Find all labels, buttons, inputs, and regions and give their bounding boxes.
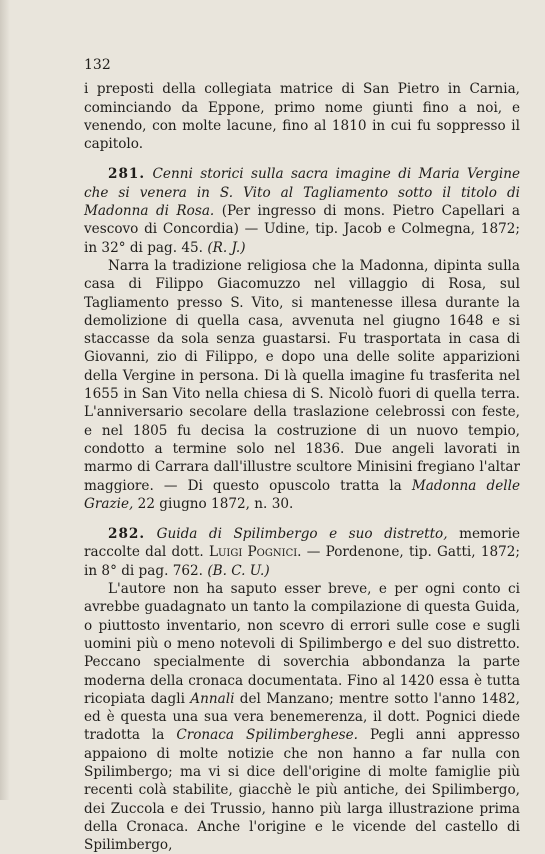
entry-details: (Per ingresso di mons. Pietro Capellari a vescovo di Concordia) — Udine, tip. Jacob e Colmegna, 1872; in 32° di pag. 45. <box>84 203 521 256</box>
entry-publisher: — Pordenone, tip. Gatti, 1872; in 8° di pag. 762. <box>84 544 521 579</box>
entry-heading <box>84 165 520 256</box>
entry-282 <box>84 525 520 854</box>
page-content <box>84 56 520 854</box>
entry-title: Cenni storici sulla sacra imagine di Maria Vergine che si venera in S. Vito al Tagliamento sotto il titolo di Madonna di Rosa. <box>84 166 521 220</box>
entry-details: memorie raccolte dal dott. <box>84 526 520 561</box>
entry-initials: (B. C. U.) <box>207 562 270 579</box>
entry-title: Guida di Spilimbergo e suo distretto, <box>156 526 448 543</box>
entry-body-text: del Manzano; mentre sotto l'anno 1482, ed è questa una sua vera benemerenza, il dott. Pognici diede tradotta la <box>84 690 521 744</box>
entry-heading <box>84 525 520 580</box>
entry-281 <box>84 165 520 513</box>
entry-body-text: Narra la tradizione religiosa che la Madonna, dipinta sulla casa di Filippo Giacomuzzo nel villaggio di Rosa, sul Tagliamento presso S. Vito, si mantenesse illesa durante la demolizione di quella casa, avvenuta nel giugno 1648 e si staccasse da sola senza guastarsi. Fu trasportata in casa di Giovanni, zio di Filippo, e dopo una delle solite apparizioni della Vergine in persona. Di là quella imagine fu trasferita nel 1655 in San Vito nella chiesa di S. Nicolò fuori di quella terra. L'anniversario secolare della traslazione celebrossi con feste, e nel 1805 fu decisa la costruzione di un nuovo tempio, condotto a termine solo nel 1836. Due angeli lavorati in marmo di Carrara dall'illustre scultore Minisini fregiano l'altar maggiore. — Di questo opuscolo tratta la <box>84 257 520 494</box>
entry-body-text-end: 22 giugno 1872, n. 30. <box>137 495 294 512</box>
page-edge-shadow <box>0 0 10 800</box>
cited-title: Annali <box>190 690 235 707</box>
entry-body <box>84 257 520 513</box>
intro-paragraph: i preposti della collegiata matrice di San Pietro in Carnia, cominciando da Eppone, primo nome giunti fino a noi, e venendo, con molte lacune, fino al 1810 in cui fu soppresso il capitolo. <box>84 81 520 153</box>
entry-initials: (R. J.) <box>207 239 246 256</box>
entry-body-text: Pegli anni appresso appaiono di molte notizie che non hanno a far nulla con Spilimbergo; ma vi si dice dell'origine di molte famiglie più recenti colà stabilite, giacchè le più antiche, dei Spilimbergo, dei Zuccola e dei Trussio, hanno più larga illustrazione prima della Cronaca. Anche l'origine e le vicende del castello di Spilimbergo, <box>84 727 520 854</box>
page-number: 132 <box>84 57 111 73</box>
entry-body <box>84 580 520 854</box>
entry-number: 281. <box>108 166 146 183</box>
cited-title: Madonna delle Grazie, <box>84 477 520 512</box>
cited-title: Cronaca Spilimberghese. <box>176 727 358 744</box>
entry-body-text: L'autore non ha saputo esser breve, e per ogni conto ci avrebbe guadagnato un tanto la compilazione di questa Guida, o piuttosto inventario, non scevro di errori sulle cose e sugli uomini più o meno notevoli di Spilimbergo e del suo distretto. Peccano specialmente di soverchia abbondanza la parte moderna della cronaca documentata. Fino al 1420 essa è tutta ricopiata dagli <box>84 581 520 707</box>
entry-author: Luigi Pognici. <box>208 544 302 561</box>
entry-number: 282. <box>108 526 146 543</box>
